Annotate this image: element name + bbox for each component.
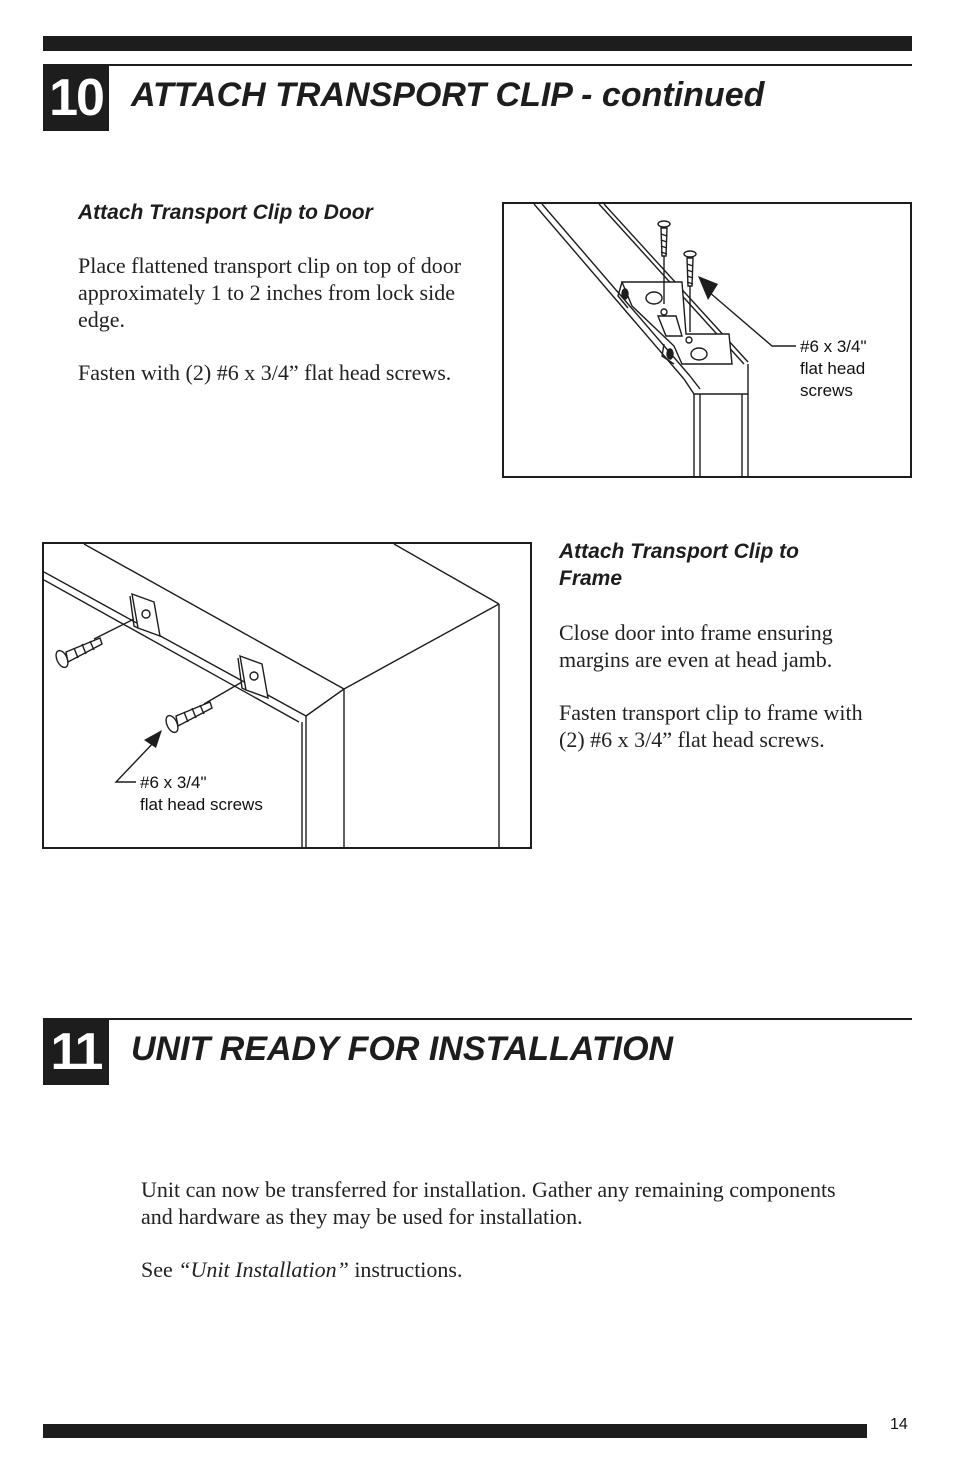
section-10-title: ATTACH TRANSPORT CLIP - continued <box>131 76 765 114</box>
see-prefix: See <box>141 1257 179 1282</box>
frame-para-1: Close door into frame ensuring margins are even at head jamb. <box>559 620 833 672</box>
top-bar <box>43 36 912 51</box>
frame-heading: Attach Transport Clip to Frame <box>559 540 799 590</box>
section-11-number: 11 <box>43 1019 109 1085</box>
door-para-1: Place flattened transport clip on top of door approximately 1 to 2 inches from lock side edge. <box>78 253 462 332</box>
unit-installation-reference: “Unit Installation” <box>178 1257 349 1282</box>
door-para-2: Fasten with (2) #6 x 3/4” flat head screws. <box>78 360 452 385</box>
frame-para-2: Fasten transport clip to frame with (2) #6 x 3/4” flat head screws. <box>559 700 863 752</box>
bottom-bar <box>43 1424 867 1438</box>
section-11-body <box>141 1176 841 1309</box>
frame-callout: #6 x 3/4" flat head screws <box>140 773 263 814</box>
section-11-para-1: Unit can now be transferred for installation. Gather any remaining components and hardware as they may be used for installation. <box>141 1177 836 1229</box>
page-number: 14 <box>890 1416 908 1433</box>
section-11-rule <box>43 1018 912 1020</box>
door-heading: Attach Transport Clip to Door <box>78 201 373 224</box>
section-11-para-2 <box>141 1256 841 1283</box>
frame-instructions <box>559 619 889 779</box>
see-suffix: instructions. <box>348 1257 463 1282</box>
section-10-number: 10 <box>43 65 109 131</box>
door-callout: #6 x 3/4" flat head screws <box>800 337 867 400</box>
door-instructions <box>78 252 493 412</box>
frame-arrow-head <box>144 730 162 748</box>
section-11-title: UNIT READY FOR INSTALLATION <box>131 1030 674 1068</box>
section-10-rule <box>43 64 912 66</box>
